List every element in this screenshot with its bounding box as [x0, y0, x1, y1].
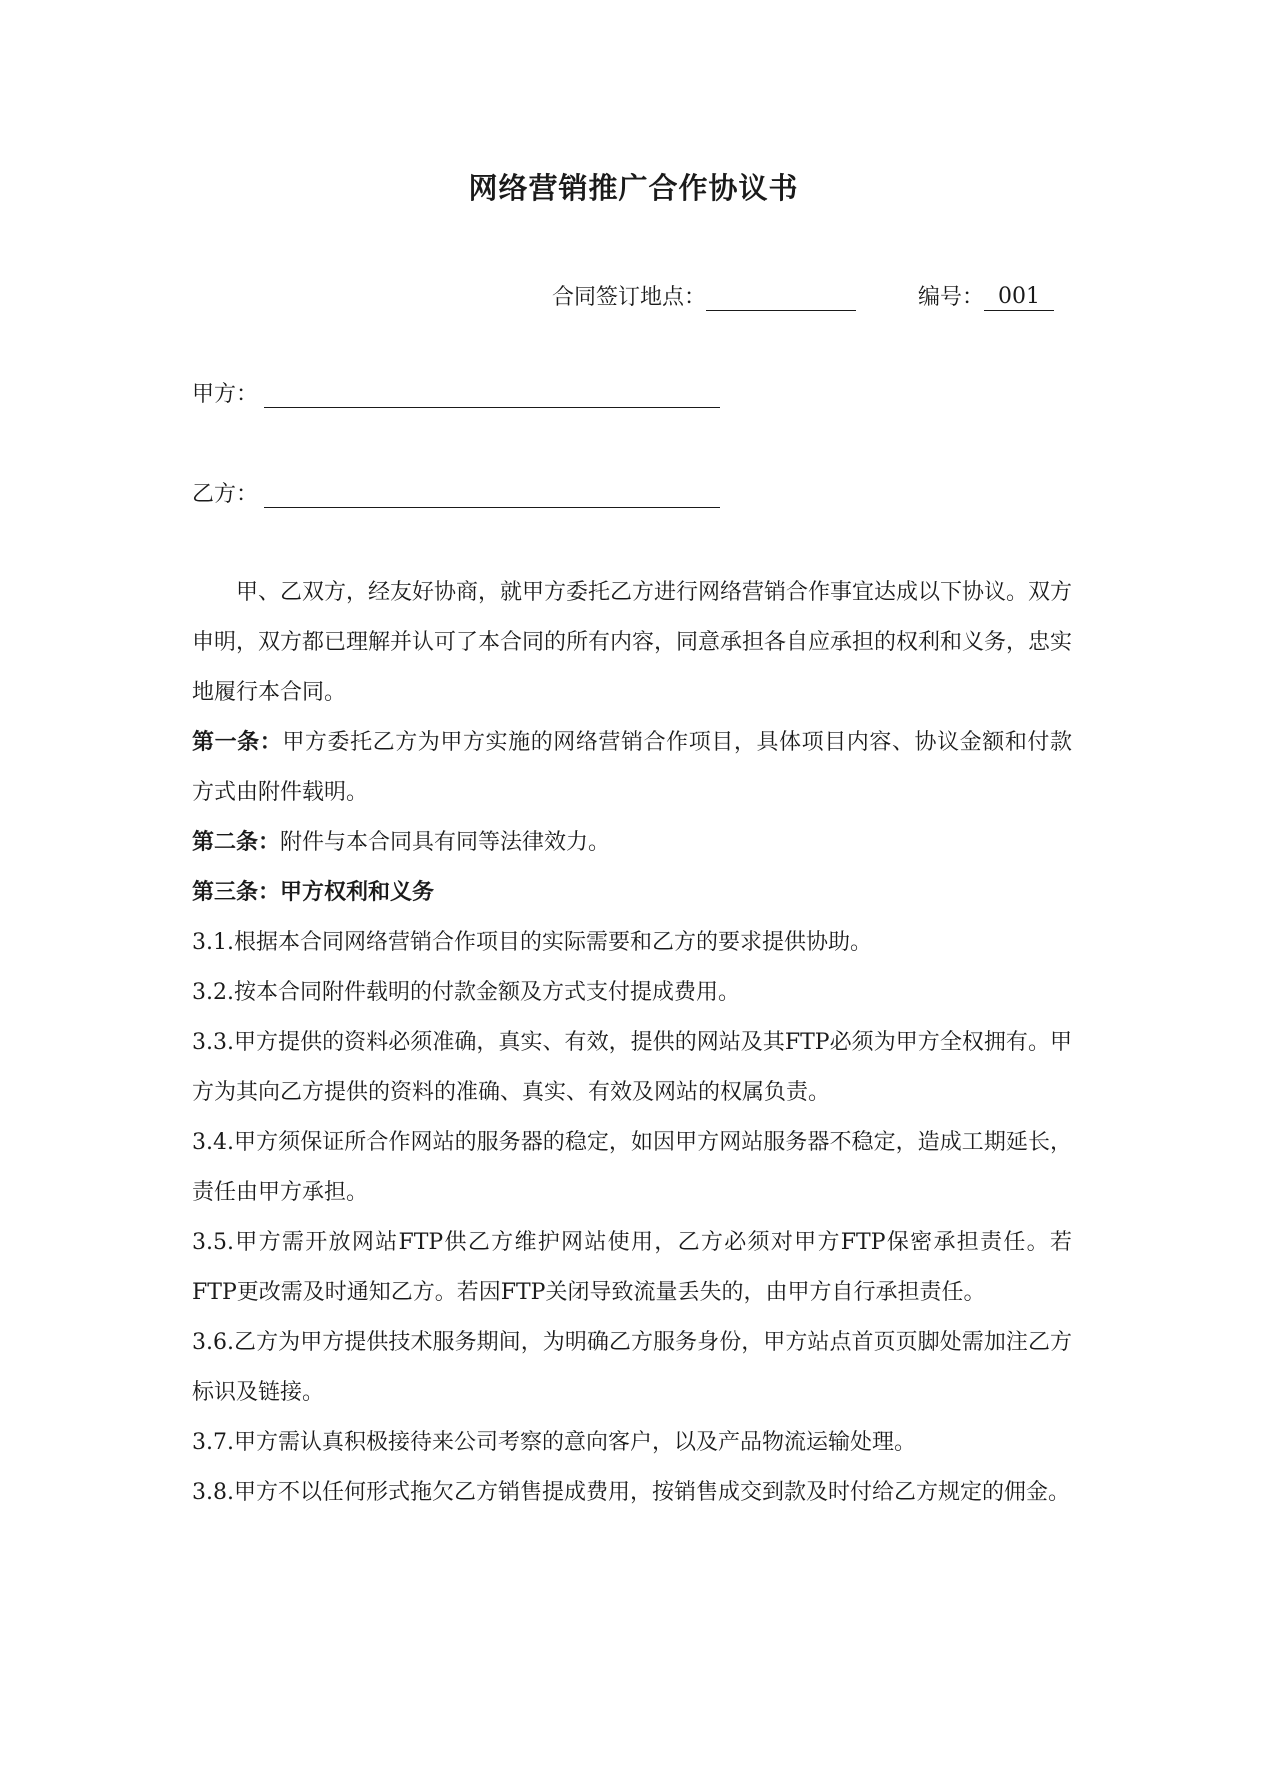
clause-3-5: 3.5.甲方需开放网站FTP供乙方维护网站使用，乙方必须对甲方FTP保密承担责任。若FTP更改需及时通知乙方。若因FTP关闭导致流量丢失的，由甲方自行承担责任。: [192, 1230, 1072, 1305]
party-a-label: 甲方：: [192, 382, 259, 407]
article-3-heading: 第三条：甲方权利和义务: [192, 880, 435, 905]
clause-3-6: 3.6.乙方为甲方提供技术服务期间，为明确乙方服务身份，甲方站点首页页脚处需加注乙方标识及链接。: [192, 1330, 1072, 1405]
party-a-blank: [264, 383, 720, 408]
contract-body: [192, 568, 1072, 1518]
article-2-label: 第二条：: [192, 830, 281, 855]
article-1-label: 第一条：: [192, 730, 283, 755]
intro-paragraph: 甲、乙双方，经友好协商，就甲方委托乙方进行网络营销合作事宜达成以下协议。双方申明，双方都已理解并认可了本合同的所有内容，同意承担各自应承担的权利和义务，忠实地履行本合同。: [192, 580, 1073, 705]
party-b-label: 乙方：: [192, 482, 259, 507]
clause-3-7: 3.7.甲方需认真积极接待来公司考察的意向客户，以及产品物流运输处理。: [192, 1430, 916, 1455]
party-b: [192, 477, 720, 508]
clause-3-2: 3.2.按本合同附件载明的付款金额及方式支付提成费用。: [192, 980, 740, 1005]
clause-3-8: 3.8.甲方不以任何形式拖欠乙方销售提成费用，按销售成交到款及时付给乙方规定的佣金。: [192, 1480, 1070, 1505]
number-label: 编号：: [918, 285, 985, 310]
clause-3-4: 3.4.甲方须保证所合作网站的服务器的稳定，如因甲方网站服务器不稳定，造成工期延长，责任由甲方承担。: [192, 1130, 1072, 1205]
article-2: [192, 818, 1072, 868]
clause-3-3: 3.3.甲方提供的资料必须准确，真实、有效，提供的网站及其FTP必须为甲方全权拥有。甲方为其向乙方提供的资料的准确、真实、有效及网站的权属负责。: [192, 1030, 1072, 1105]
article-2-text: 附件与本合同具有同等法律效力。: [280, 830, 611, 855]
article-1-text: 甲方委托乙方为甲方实施的网络营销合作项目，具体项目内容、协议金额和付款方式由附件载明。: [192, 730, 1072, 805]
article-1: [192, 718, 1072, 818]
party-a: [192, 377, 720, 408]
number-value: 001: [984, 284, 1054, 311]
contract-number: [918, 280, 1054, 311]
clause-3-1: 3.1.根据本合同网络营销合作项目的实际需要和乙方的要求提供协助。: [192, 930, 872, 955]
party-b-blank: [264, 483, 720, 508]
place-label: 合同签订地点：: [552, 285, 707, 310]
document-title: 网络营销推广合作协议书: [468, 171, 799, 205]
contract-place: [552, 280, 856, 311]
place-blank: [706, 284, 856, 311]
